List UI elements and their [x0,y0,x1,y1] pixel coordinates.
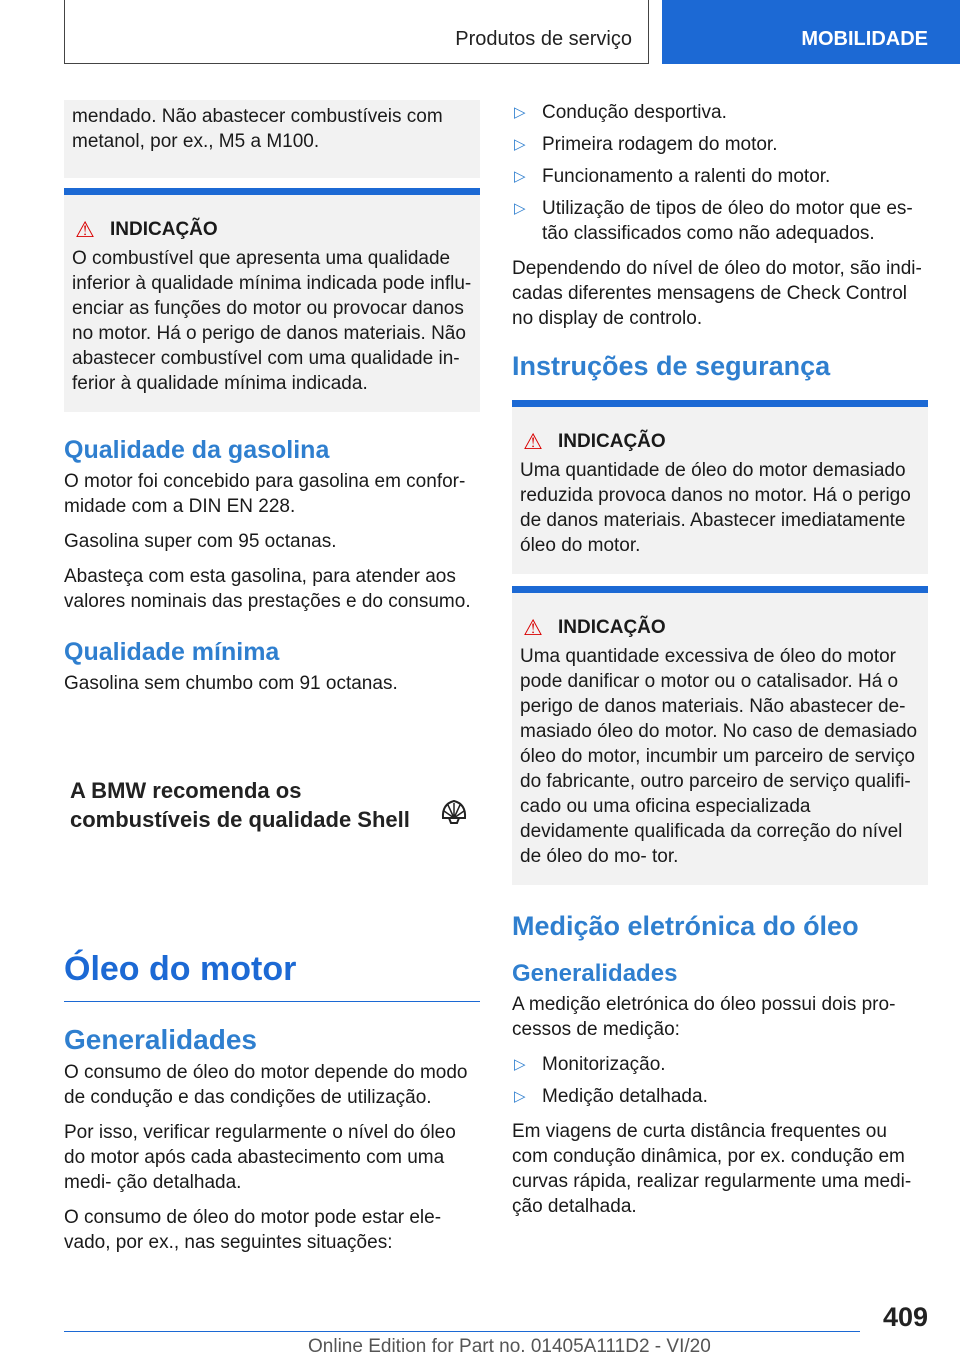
warning-box-low-oil [512,400,928,574]
shell-line-1: A BMW recomenda os [70,778,302,803]
paragraph: Gasolina super com 95 octanas. [64,531,337,552]
paragraph: Abasteça com esta gasolina, para atender aos valores nominais das prestações e do consumo. [64,566,471,612]
list-item-text: Condução desportiva. [542,102,727,123]
footer-rule [64,1331,860,1332]
situations-list [512,100,928,246]
continued-warning-box [64,100,480,178]
bullet-triangle-icon: ▷ [514,200,526,217]
paragraph: Gasolina sem chumbo com 91 octanas. [64,673,398,694]
chapter-title-engine-oil: Óleo do motor [64,950,480,1002]
heading-safety-instructions: Instruções de segurança [512,351,831,381]
header-section-title: Produtos de serviço [455,28,632,50]
shell-line-2: combustíveis de qualidade Shell [70,807,410,832]
list-item [512,132,928,157]
warning-label: INDICAÇÃO [110,219,218,240]
paragraph: A medição eletrónica do óleo possui dois pro- cessos de medição: [512,994,896,1040]
list-item-text: Medição detalhada. [542,1086,708,1107]
list-item-text: Funcionamento a ralenti do motor. [542,166,831,187]
list-item-text: Utilização de tipos de óleo do motor que es- tão classificados como não adequados. [542,198,913,244]
heading-generalities: Generalidades [64,1024,257,1055]
shell-recommendation-text [70,776,410,834]
bullet-triangle-icon: ▷ [514,104,526,121]
warning-label: INDICAÇÃO [558,431,666,452]
footer-edition-text: Online Edition for Part no. 01405A111D2 - VI/20 [308,1336,711,1357]
warning-box-excess-oil [512,586,928,885]
header-section-box [64,0,649,64]
bullet-triangle-icon: ▷ [514,136,526,153]
warning-title [72,217,472,242]
heading-generalities: Generalidades [512,960,678,987]
measurement-list [512,1052,928,1109]
paragraph: Em viagens de curta distância frequentes ou com condução dinâmica, por ex. condução em curvas rápida, realizar regularmente uma medi- ção detalhada. [512,1121,912,1217]
warning-label: INDICAÇÃO [558,617,666,638]
header-chapter-title: MOBILIDADE [801,28,928,50]
warning-title [520,429,920,454]
warning-triangle-icon: ⚠ [523,428,543,454]
warning-triangle-icon: ⚠ [523,614,543,640]
list-item-text: Monitorização. [542,1054,666,1075]
footer-edition [308,1336,711,1358]
heading-electronic-oil-measurement: Medição eletrónica do óleo [512,911,859,941]
bullet-triangle-icon: ▷ [514,1088,526,1105]
paragraph: Por isso, verificar regularmente o nível do óleo do motor após cada abastecimento com uma medi- ção detalhada. [64,1122,456,1193]
warning-text: Uma quantidade excessiva de óleo do motor pode danificar o motor ou o catalisador. Há o perigo de danos materiais. Não abastecer de- masiado óleo do motor. No caso de demasiado óleo do motor, incumbir um parceiro de serviço do fabricante, outro parceiro de serviço qualifi- cado ou uma oficina especializada devidamente qualificada da correção do nível de óleo do mo- tor. [520,646,918,867]
left-column [64,100,480,1265]
list-item-text: Primeira rodagem do motor. [542,134,778,155]
continued-warning-text: mendado. Não abastecer combustíveis com metanol, por ex., M5 a M100. [72,106,443,152]
paragraph: O consumo de óleo do motor pode estar ele- vado, por ex., nas seguintes situações: [64,1207,442,1253]
warning-text: Uma quantidade de óleo do motor demasiado reduzida provoca danos no motor. Há o perigo de danos materiais. Abastecer imediatamente óleo do motor. [520,460,911,556]
warning-title [520,615,920,640]
warning-box-fuel-quality [64,188,480,412]
shell-logo-icon [440,798,468,826]
shell-recommendation-banner [64,776,480,856]
list-item [512,1052,928,1077]
list-item [512,100,928,125]
list-item [512,164,928,189]
heading-petrol-quality: Qualidade da gasolina [64,436,330,464]
bullet-triangle-icon: ▷ [514,168,526,185]
right-column [512,100,928,1229]
bullet-triangle-icon: ▷ [514,1056,526,1073]
list-item [512,1084,928,1109]
warning-text: O combustível que apresenta uma qualidade inferior à qualidade mínima indicada pode influ- enciar as funções do motor ou provocar danos no motor. Há o perigo de danos materiais. Não abastecer combustível com uma qualidade in- ferior à qualidade mínima indicada. [72,248,472,394]
warning-triangle-icon: ⚠ [75,216,95,242]
header-chapter-tab [662,0,960,64]
list-item [512,196,928,246]
heading-minimum-quality: Qualidade mínima [64,638,280,666]
page-number: 409 [882,1302,928,1332]
paragraph: Dependendo do nível de óleo do motor, são indi- cadas diferentes mensagens de Check Control no display de controlo. [512,258,922,329]
paragraph: O consumo de óleo do motor depende do modo de condução e das condições de utilização. [64,1062,468,1108]
paragraph: O motor foi concebido para gasolina em confor- midade com a DIN EN 228. [64,471,466,517]
